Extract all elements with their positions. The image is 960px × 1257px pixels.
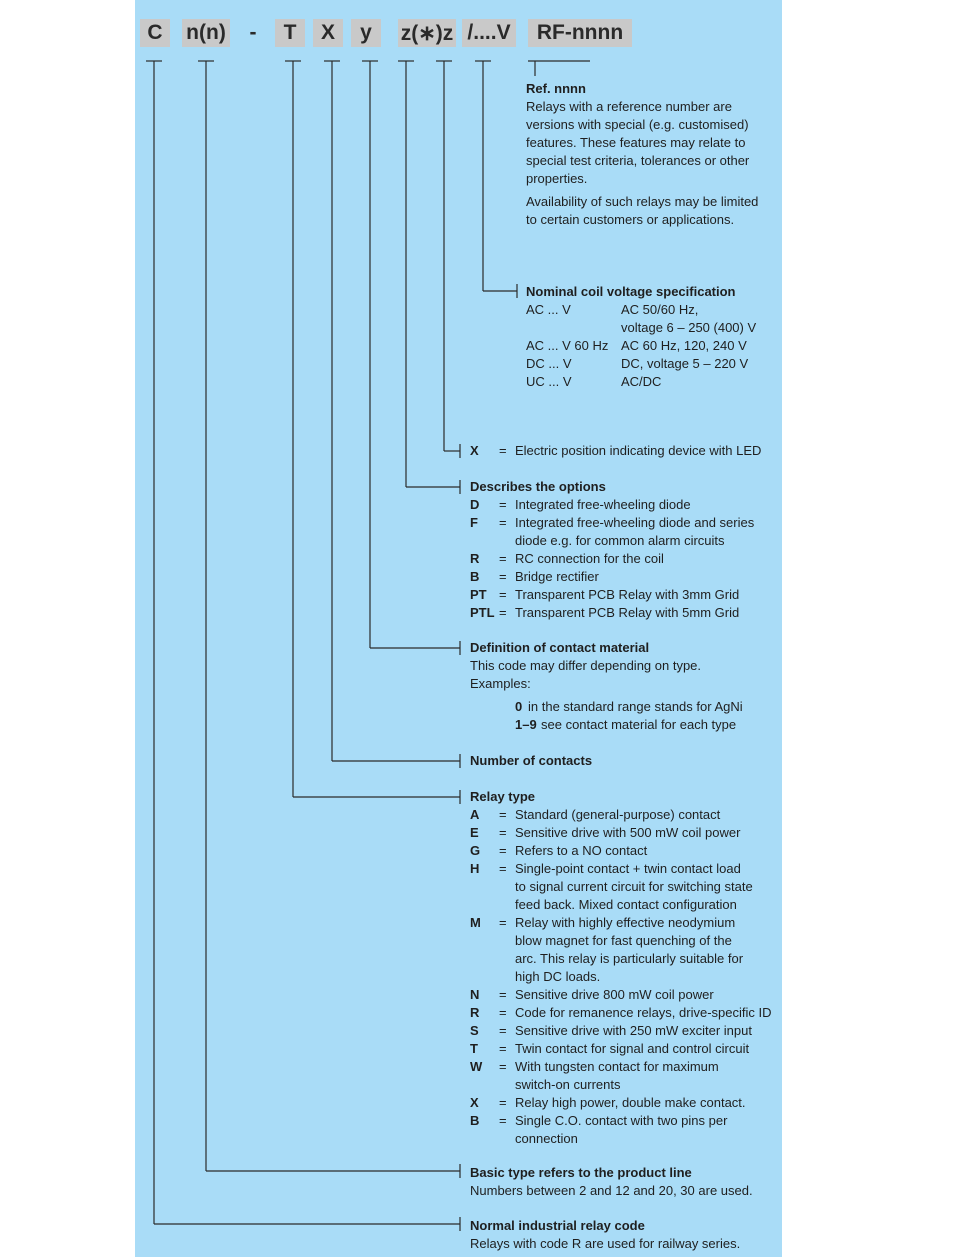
coil-code: AC ... V 60 Hz xyxy=(526,338,609,353)
basic-type-line: Numbers between 2 and 12 and 20, 30 are used. xyxy=(470,1183,753,1198)
relay-type-desc: Single-point contact + twin contact load xyxy=(515,861,741,876)
example-text: see contact material for each type xyxy=(541,717,737,732)
relay-type-desc: Relay with highly effective neodymium xyxy=(515,915,736,930)
code-part-x: X xyxy=(313,19,343,47)
eq-sign: = xyxy=(499,987,507,1002)
ref-line: to certain customers or applications. xyxy=(526,212,735,227)
option-code: B xyxy=(470,569,480,584)
normal-code-title: Normal industrial relay code xyxy=(470,1218,645,1233)
relay-type-desc: feed back. Mixed contact configuration xyxy=(515,897,737,912)
coil-desc: voltage 6 – 250 (400) V xyxy=(621,320,757,335)
code-part-dash: - xyxy=(249,21,257,44)
relay-type-desc: Sensitive drive with 250 mW exciter input xyxy=(515,1023,752,1038)
relay-type-code: M xyxy=(470,915,481,930)
eq-sign: = xyxy=(499,605,507,620)
relay-type-desc: Code for remanence relays, drive-specific ID xyxy=(515,1005,772,1020)
code-part-y: y xyxy=(351,19,381,47)
coil-code: AC ... V xyxy=(526,302,571,317)
contacts-title: Number of contacts xyxy=(470,753,593,768)
option-desc: Integrated free-wheeling diode xyxy=(515,497,691,512)
eq-sign: = xyxy=(499,1041,507,1056)
relay-type-desc: Twin contact for signal and control circuit xyxy=(515,1041,750,1056)
code-part-voltage: /....V xyxy=(462,19,516,47)
coil-title: Nominal coil voltage specification xyxy=(526,284,736,299)
eq-sign: = xyxy=(499,861,507,876)
relay-type-desc: Relay high power, double make contact. xyxy=(515,1095,746,1110)
eq-sign: = xyxy=(499,807,507,822)
relay-type-code: E xyxy=(470,825,479,840)
relay-type-code: G xyxy=(470,843,481,858)
code-part-t: T xyxy=(275,19,305,47)
x-item-eq: = xyxy=(499,443,507,458)
basic-type-title: Basic type refers to the product line xyxy=(470,1165,692,1180)
relay-type-code: W xyxy=(470,1059,483,1074)
relay-type-code: S xyxy=(470,1023,479,1038)
option-code: PTL xyxy=(470,605,495,620)
code-part-zz: z(∗)z xyxy=(398,19,456,47)
relay-type-code: N xyxy=(470,987,480,1002)
option-desc: Transparent PCB Relay with 3mm Grid xyxy=(515,587,740,602)
eq-sign: = xyxy=(499,915,507,930)
relay-type-desc: blow magnet for fast quenching of the xyxy=(515,933,732,948)
coil-desc: AC 60 Hz, 120, 240 V xyxy=(621,338,747,353)
relay-type-desc: Refers to a NO contact xyxy=(515,843,648,858)
option-desc: Bridge rectifier xyxy=(515,569,599,584)
eq-sign: = xyxy=(499,587,507,602)
example-text: in the standard range stands for AgNi xyxy=(528,699,743,714)
example-code: 0 xyxy=(515,699,523,714)
ref-line: versions with special (e.g. customised) xyxy=(526,117,749,132)
eq-sign: = xyxy=(499,825,507,840)
contact-material-line: This code may differ depending on type. xyxy=(470,658,702,673)
relay-type-title: Relay type xyxy=(470,789,536,804)
option-desc: Transparent PCB Relay with 5mm Grid xyxy=(515,605,740,620)
relay-type-code: X xyxy=(470,1095,479,1110)
relay-type-desc: connection xyxy=(515,1131,578,1146)
ref-line: Relays with a reference number are xyxy=(526,99,732,114)
relay-type-desc: With tungsten contact for maximum xyxy=(515,1059,719,1074)
eq-sign: = xyxy=(499,1059,507,1074)
relay-type-desc: arc. This relay is particularly suitable for xyxy=(515,951,744,966)
eq-sign: = xyxy=(499,1113,507,1128)
coil-code: UC ... V xyxy=(526,374,572,389)
coil-code: DC ... V xyxy=(526,356,572,371)
contact-material-title: Definition of contact material xyxy=(470,640,650,655)
option-code: D xyxy=(470,497,480,512)
option-code: R xyxy=(470,551,480,566)
option-desc: diode e.g. for common alarm circuits xyxy=(515,533,725,548)
option-code: PT xyxy=(470,587,487,602)
coil-desc: DC, voltage 5 – 220 V xyxy=(621,356,749,371)
x-item-desc: Electric position indicating device with LED xyxy=(515,443,762,458)
ref-line: special test criteria, tolerances or other xyxy=(526,153,750,168)
relay-type-desc: high DC loads. xyxy=(515,969,601,984)
relay-type-code: A xyxy=(470,807,480,822)
relay-type-code: H xyxy=(470,861,480,876)
eq-sign: = xyxy=(499,497,507,512)
relay-type-code: B xyxy=(470,1113,480,1128)
normal-code-line: Relays with code R are used for railway series. xyxy=(470,1236,741,1251)
eq-sign: = xyxy=(499,515,507,530)
eq-sign: = xyxy=(499,1095,507,1110)
relay-type-code: R xyxy=(470,1005,480,1020)
code-part-ref: RF-nnnn xyxy=(528,19,632,47)
relay-type-desc: Sensitive drive with 500 mW coil power xyxy=(515,825,741,840)
relay-type-desc: Single C.O. contact with two pins per xyxy=(515,1113,728,1128)
eq-sign: = xyxy=(499,1005,507,1020)
code-part-nn: n(n) xyxy=(182,19,230,47)
ref-line: features. These features may relate to xyxy=(526,135,746,150)
option-desc: Integrated free-wheeling diode and series xyxy=(515,515,755,530)
eq-sign: = xyxy=(499,551,507,566)
option-desc: RC connection for the coil xyxy=(515,551,664,566)
contact-material-line: Examples: xyxy=(470,676,531,691)
example-code: 1–9 xyxy=(515,717,537,732)
ref-line: Availability of such relays may be limited xyxy=(526,194,759,209)
relay-type-code: T xyxy=(470,1041,478,1056)
relay-type-desc: Standard (general-purpose) contact xyxy=(515,807,721,822)
options-title: Describes the options xyxy=(470,479,606,494)
coil-desc: AC 50/60 Hz, xyxy=(621,302,699,317)
code-part-c: C xyxy=(140,19,170,47)
x-item-code: X xyxy=(470,443,479,458)
ref-title: Ref. nnnn xyxy=(526,81,586,96)
eq-sign: = xyxy=(499,569,507,584)
relay-type-desc: switch-on currents xyxy=(515,1077,621,1092)
eq-sign: = xyxy=(499,843,507,858)
ref-line: properties. xyxy=(526,171,588,186)
coil-desc: AC/DC xyxy=(621,374,662,389)
option-code: F xyxy=(470,515,478,530)
eq-sign: = xyxy=(499,1023,507,1038)
relay-type-desc: Sensitive drive 800 mW coil power xyxy=(515,987,714,1002)
relay-type-desc: to signal current circuit for switching state xyxy=(515,879,753,894)
